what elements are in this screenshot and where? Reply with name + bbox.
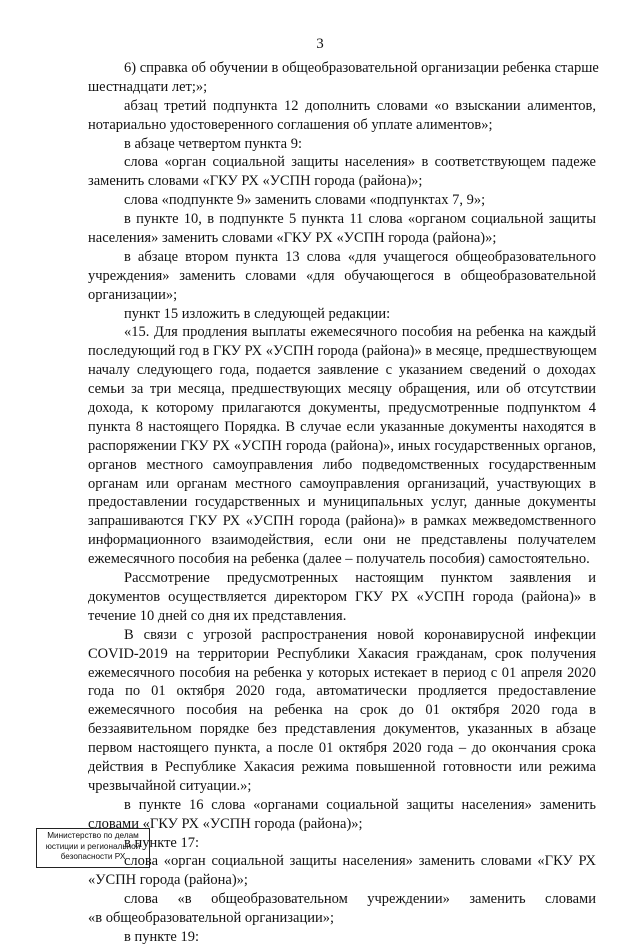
page-number: 3 — [316, 36, 324, 52]
text-line: документов осуществляется директором ГКУ РХ «УСПН города (района)» в — [88, 588, 596, 605]
text-line: семьи за три месяца, предшествующих месяцу обращения, или об отсутствии — [88, 381, 596, 398]
text-line: в пункте 16 слова «органами социальной защиты населения» заменить — [124, 796, 596, 813]
text-line: слова «подпункте 9» заменить словами «подпунктах 7, 9»; — [124, 192, 486, 209]
text-line: В связи с угрозой распространения новой коронавирусной инфекции — [124, 626, 596, 643]
text-line: учреждения» заменить словами «для обучающегося в общеобразовательной — [88, 267, 596, 284]
text-line: течение 10 дней со дня их представления. — [88, 607, 347, 624]
stamp-line: безопасности РХ — [60, 852, 126, 861]
text-line: шестнадцати лет;»; — [88, 78, 208, 95]
text-line: распоряжении ГКУ РХ «УСПН города (района)», иных государственных органов, — [88, 437, 596, 454]
text-line: населения» заменить словами «ГКУ РХ «УСПН города (района)»; — [88, 230, 497, 247]
text-line: беззаявительном порядке без представления документов, указанных в абзаце — [88, 721, 596, 738]
document-body — [88, 59, 599, 947]
text-line: органов местного самоуправления либо подведомственных государственным — [88, 456, 596, 473]
text-line: информационного взаимодействия, если они не представлены получателем — [88, 532, 596, 549]
text-line: «УСПН города (района)»; — [88, 872, 248, 889]
text-line: слова «орган социальной защиты населения» в соответствующем падеже — [124, 154, 596, 171]
text-line: в абзаце четвертом пункта 9: — [124, 135, 302, 152]
stamp-line: юстиции и региональной — [45, 841, 141, 851]
text-line: ежемесячного пособия на ребенка (далее – получатель пособия) самостоятельно. — [88, 551, 590, 568]
text-line: запрашиваются ГКУ РХ «УСПН города (района)» в рамках межведомственного — [88, 513, 596, 530]
text-line: 6) справка об обучении в общеобразовательной организации ребенка старше — [124, 60, 599, 76]
text-line: пункта 8 настоящего Порядка. В случае если указанные документы находятся в — [88, 418, 596, 435]
text-line: в пункте 10, в подпункте 5 пункта 11 слова «органом социальной защиты — [124, 211, 596, 228]
text-line: слова «в общеобразовательном учреждении» заменить словами — [124, 891, 596, 908]
text-line: в абзаце втором пункта 13 слова «для учащегося общеобразовательного — [124, 248, 596, 265]
text-line: чрезвычайной ситуации.»; — [88, 777, 252, 794]
text-line: нотариально удостоверенного соглашения об уплате алиментов»; — [88, 116, 493, 133]
text-line: «15. Для продления выплаты ежемесячного пособия на ребенка на каждый — [124, 324, 596, 341]
text-line: в пункте 19: — [124, 928, 200, 945]
ministry-stamp — [36, 828, 150, 868]
text-line: «в общеобразовательной организации»; — [88, 910, 335, 927]
text-line: года по 01 октября 2020 года, автоматически продляется предоставление — [88, 683, 596, 700]
text-line: Рассмотрение предусмотренных настоящим пунктом заявления и — [124, 570, 596, 587]
text-line: ежемесячного пособия на ребенка на срок до 01 октября 2020 года в — [88, 702, 596, 719]
text-line: действия в Республике Хакасия режима повышенной готовности или режима — [88, 758, 596, 775]
text-line: предоставлении государственных и муниципальных услуг, данные документы — [88, 494, 596, 511]
text-line: пункт 15 изложить в следующей редакции: — [124, 305, 391, 322]
text-line: в пункте 17: — [124, 834, 200, 851]
text-line: последующий год в ГКУ РХ «УСПН города (района)» в месяце, предшествующем — [88, 343, 597, 360]
text-line: слова «орган социальной защиты населения» заменить словами «ГКУ РХ — [124, 853, 596, 870]
text-line: абзац третий подпункта 12 дополнить словами «о взыскании алиментов, — [124, 97, 596, 114]
text-line: началу следующего года, подается заявление с указанием сведений о доходах — [88, 362, 596, 379]
text-line: COVID-2019 на территории Республики Хакасия гражданам, срок получения — [88, 645, 596, 662]
text-line: словами «ГКУ РХ «УСПН города (района)»; — [88, 815, 363, 832]
text-line: заменить словами «ГКУ РХ «УСПН города (района)»; — [88, 173, 423, 190]
stamp-line: Министерство по делам — [47, 831, 139, 840]
text-line: организации»; — [88, 286, 178, 303]
text-line: дохода, к которому прилагаются документы, предусмотренные подпунктом 4 — [88, 400, 596, 417]
text-line: органам или органам местного самоуправления организаций, участвующих в — [88, 475, 596, 492]
text-line: ежемесячного пособия на ребенка у которых истекает в период с 01 апреля 2020 — [88, 664, 596, 681]
text-line: первом настоящего пункта, а после 01 октября 2020 года – до окончания срока — [88, 740, 596, 757]
